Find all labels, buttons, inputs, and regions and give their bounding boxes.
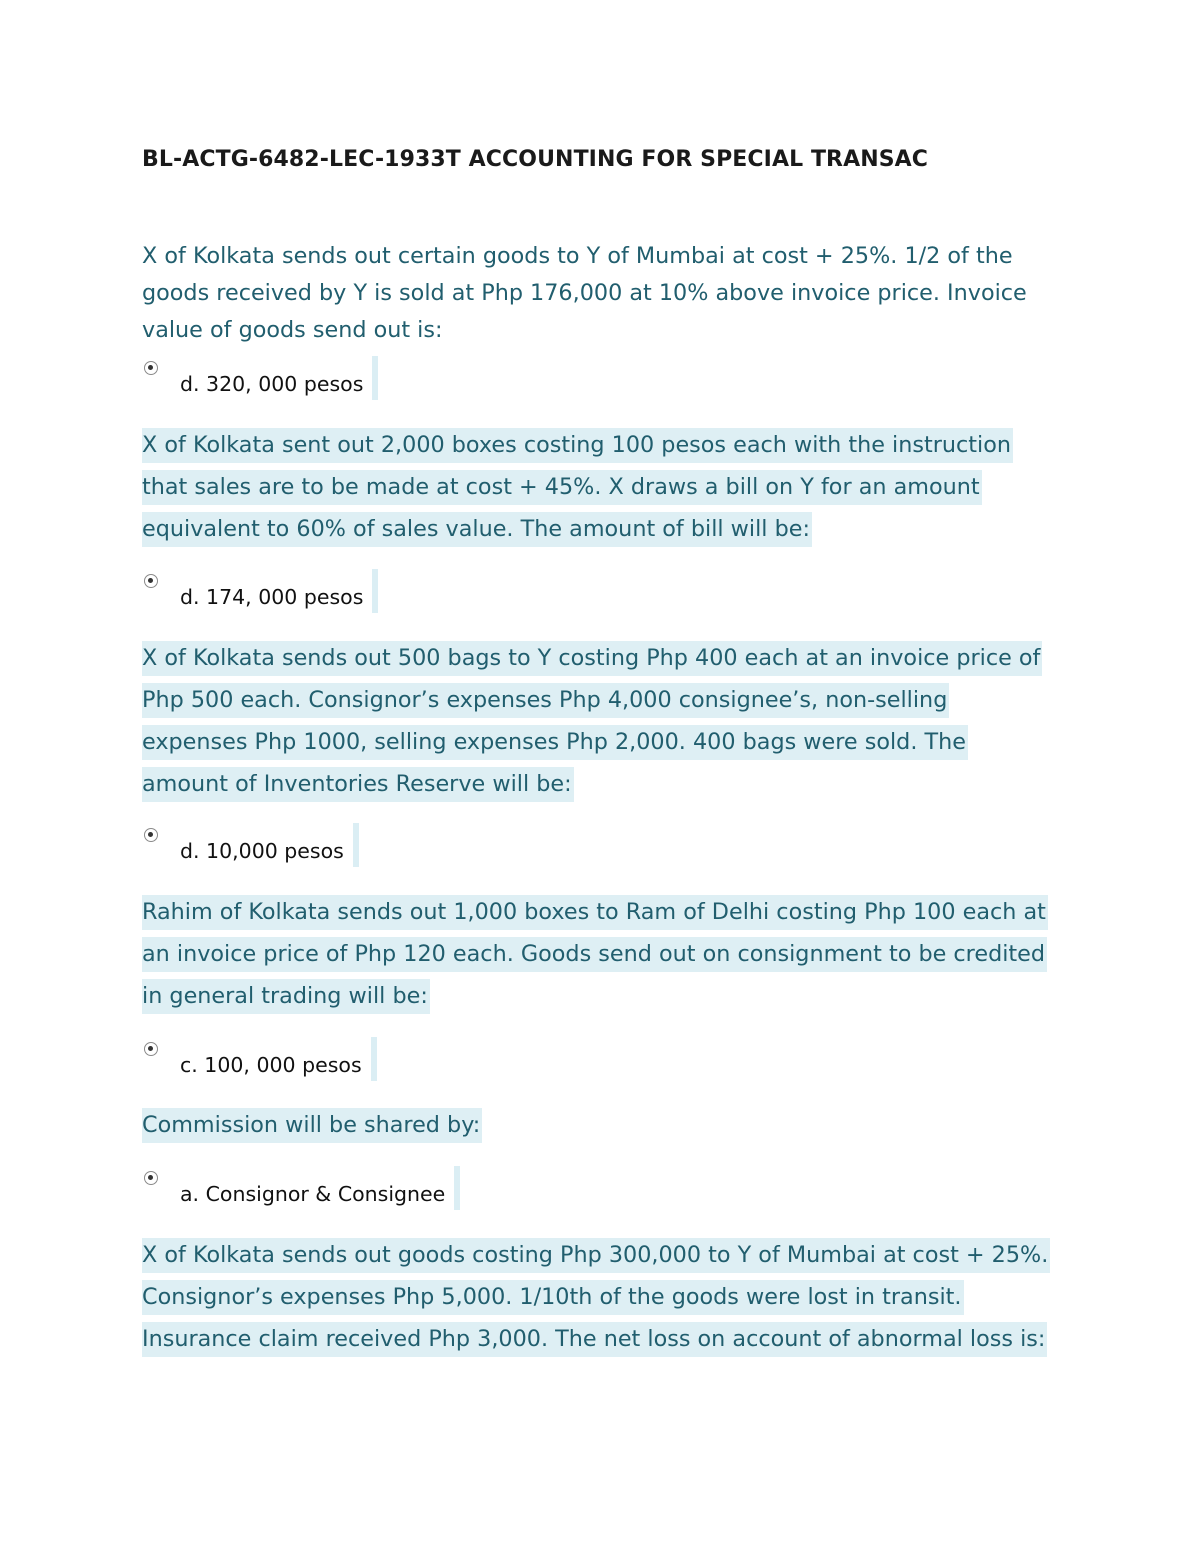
question-4-text: Rahim of Kolkata sends out 1,000 boxes to Ram of Delhi costing Php 100 each at an invoice price of Php 120 each. Goods send out on consignment to be credited in general trading will be: [142, 895, 1048, 1014]
radio-selected-icon[interactable] [144, 828, 158, 842]
answer-option-1[interactable] [142, 356, 378, 400]
answer-option-4[interactable] [142, 1037, 377, 1081]
answer-option-5[interactable] [142, 1166, 460, 1210]
question-5 [142, 1104, 1052, 1146]
answer-option-2[interactable] [142, 569, 378, 613]
answer-label-2: d. 174, 000 pesos [180, 569, 378, 613]
question-1-text: X of Kolkata sends out certain goods to Y of Mumbai at cost + 25%. 1/2 of the goods received by Y is sold at Php 176,000 at 10% above invoice price. Invoice value of goods send out is: [142, 243, 1027, 343]
radio-selected-icon[interactable] [144, 574, 158, 588]
answer-option-3[interactable] [142, 823, 359, 867]
question-5-text: Commission will be shared by: [142, 1108, 482, 1143]
radio-selected-icon[interactable] [144, 1042, 158, 1056]
document-title: BL-ACTG-6482-LEC-1933T ACCOUNTING FOR SPECIAL TRANSAC [142, 147, 929, 172]
answer-label-1: d. 320, 000 pesos [180, 356, 378, 400]
question-3-text: X of Kolkata sends out 500 bags to Y costing Php 400 each at an invoice price of Php 500 each. Consignor’s expenses Php 4,000 consignee’s, non-selling expenses Php 1000, selling expenses Php 2,000. 400 bags were sold. The amount of Inventories Reserve will be: [142, 641, 1042, 802]
answer-label-4: c. 100, 000 pesos [180, 1037, 377, 1081]
radio-selected-icon[interactable] [144, 361, 158, 375]
question-6-text: X of Kolkata sends out goods costing Php 300,000 to Y of Mumbai at cost + 25%. Consignor’s expenses Php 5,000. 1/10th of the goods were lost in transit. Insurance claim received Php 3,000. The net loss on account of abnormal loss is: [142, 1238, 1050, 1357]
radio-selected-icon[interactable] [144, 1171, 158, 1185]
question-2-text: X of Kolkata sent out 2,000 boxes costing 100 pesos each with the instruction that sales are to be made at cost + 45%. X draws a bill on Y for an amount equivalent to 60% of sales value. The amount of bill will be: [142, 428, 1013, 547]
question-1 [142, 238, 1052, 349]
question-2 [142, 424, 1052, 550]
question-3 [142, 637, 1057, 805]
question-4 [142, 891, 1052, 1017]
question-6 [142, 1234, 1057, 1360]
answer-label-3: d. 10,000 pesos [180, 823, 359, 867]
answer-label-5: a. Consignor & Consignee [180, 1166, 460, 1210]
